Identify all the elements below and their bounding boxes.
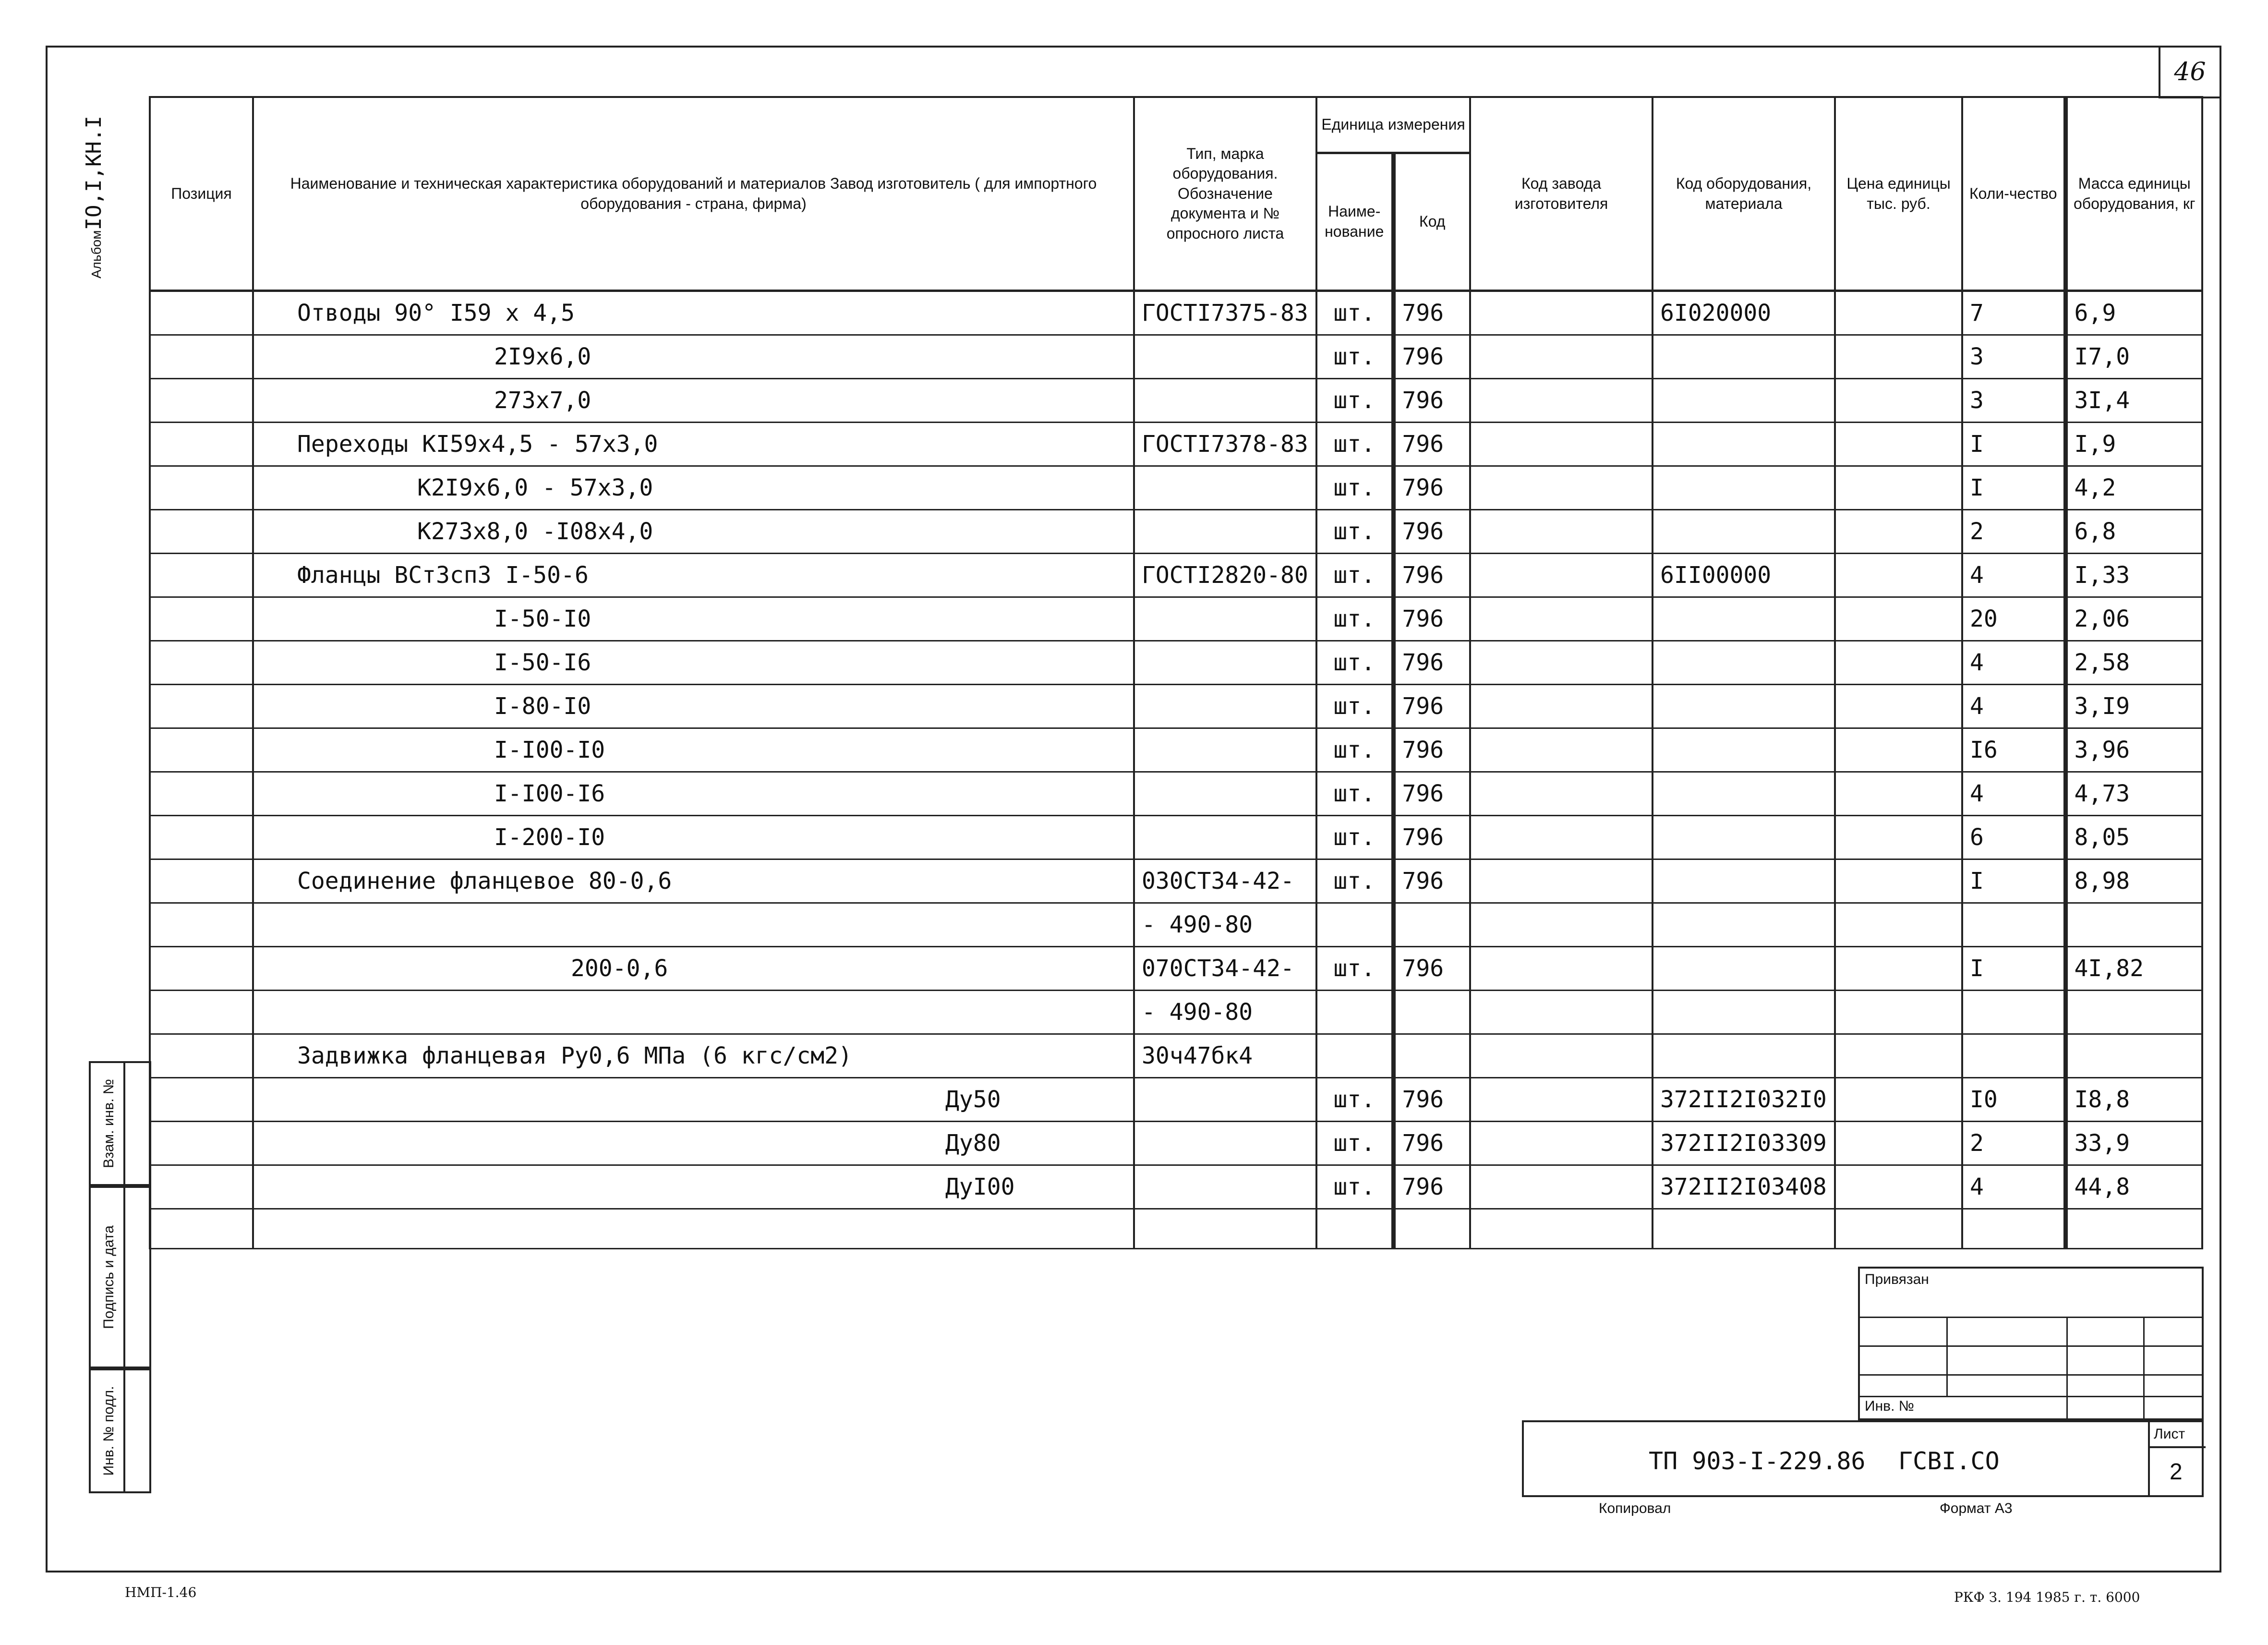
cell-factory [1470,1078,1653,1122]
table-row [150,1122,2202,1165]
header-position: Позиция [150,97,253,291]
cell-type [1134,772,1316,816]
header-equipment-code: Код оборудования, материала [1653,97,1835,291]
cell-mass [2065,991,2202,1034]
cell-qty: 4 [1962,1165,2065,1209]
cell-equip [1653,597,1835,641]
cell-position [150,903,253,947]
cell-equip [1653,423,1835,466]
cell-unit: шт. [1316,597,1393,641]
table-row [150,641,2202,685]
cell-code: 796 [1393,1165,1470,1209]
cell-qty [1962,991,2065,1034]
cell-factory [1470,335,1653,379]
cell-blank [1316,1209,1393,1249]
cell-price [1835,772,1962,816]
cell-price [1835,466,1962,510]
cell-type [1134,1078,1316,1122]
cell-type [1134,728,1316,772]
cell-factory [1470,772,1653,816]
cell-blank [150,1209,253,1249]
page-number: 46 [2159,46,2221,98]
cell-equip [1653,772,1835,816]
table-row [150,903,2202,947]
cell-qty: 2 [1962,1122,2065,1165]
cell-position [150,510,253,554]
cell-equip [1653,641,1835,685]
cell-name: Ду80 [253,1122,1134,1165]
cell-code: 796 [1393,685,1470,728]
cell-mass: 3,I9 [2065,685,2202,728]
cell-price [1835,641,1962,685]
inv-no-label: Инв. № [1865,1398,1914,1414]
table-body [150,291,2202,1249]
cell-name: К2I9x6,0 - 57x3,0 [253,466,1134,510]
cell-blank [1835,1209,1962,1249]
header-quantity: Коли-чество [1962,97,2065,291]
header-price: Цена единицы тыс. руб. [1835,97,1962,291]
cell-code: 796 [1393,728,1470,772]
cell-factory [1470,379,1653,423]
cell-name: 273x7,0 [253,379,1134,423]
cell-qty: 4 [1962,685,2065,728]
cell-code: 796 [1393,641,1470,685]
table-row [150,1078,2202,1122]
cell-mass: I7,0 [2065,335,2202,379]
cell-factory [1470,991,1653,1034]
cell-position [150,1034,253,1078]
table-row [150,685,2202,728]
cell-position [150,685,253,728]
table-row [150,728,2202,772]
cell-name: ДуI00 [253,1165,1134,1209]
cell-mass: I8,8 [2065,1078,2202,1122]
cell-qty: I0 [1962,1078,2065,1122]
cell-blank [1470,1209,1653,1249]
cell-price [1835,510,1962,554]
cell-position [150,379,253,423]
table-row [150,423,2202,466]
cell-position [150,1165,253,1209]
table-row-blank [150,1209,2202,1249]
cell-mass: 3,96 [2065,728,2202,772]
cell-code: 796 [1393,1078,1470,1122]
cell-type: - 490-80 [1134,903,1316,947]
copied-label: Копировал [1599,1500,1671,1516]
cell-mass: 4,2 [2065,466,2202,510]
cell-equip [1653,947,1835,991]
cell-factory [1470,291,1653,335]
cell-unit: шт. [1316,335,1393,379]
cell-unit: шт. [1316,466,1393,510]
cell-equip [1653,991,1835,1034]
header-unit: Единица измерения [1316,97,1470,153]
cell-equip [1653,816,1835,859]
cell-factory [1470,1165,1653,1209]
cell-factory [1470,1034,1653,1078]
side-stamp-sign: Подпись и дата [89,1186,151,1368]
cell-type [1134,641,1316,685]
cell-type [1134,510,1316,554]
cell-position [150,1122,253,1165]
cell-mass: 44,8 [2065,1165,2202,1209]
cell-code: 796 [1393,423,1470,466]
cell-name: Задвижка фланцевая Ру0,6 МПа (6 кгс/см2) [253,1034,1134,1078]
cell-price [1835,816,1962,859]
cell-qty: 4 [1962,641,2065,685]
cell-code: 796 [1393,947,1470,991]
cell-qty: I [1962,947,2065,991]
cell-position [150,466,253,510]
cell-mass: 6,9 [2065,291,2202,335]
cell-equip [1653,1034,1835,1078]
cell-mass: 3I,4 [2065,379,2202,423]
table-row [150,466,2202,510]
cell-equip [1653,335,1835,379]
cell-unit: шт. [1316,859,1393,903]
cell-unit: шт. [1316,1122,1393,1165]
cell-blank [1393,1209,1470,1249]
cell-mass: 4,73 [2065,772,2202,816]
cell-factory [1470,1122,1653,1165]
side-stamp-vzam: Взам. инв. № [89,1061,151,1186]
cell-name: I-80-I0 [253,685,1134,728]
cell-equip [1653,903,1835,947]
cell-type: 030СТ34-42- [1134,859,1316,903]
table-row [150,859,2202,903]
cell-equip: 372II2I03309 [1653,1122,1835,1165]
cell-name: I-I00-I6 [253,772,1134,816]
cell-name: I-50-I6 [253,641,1134,685]
format-label: Формат А3 [1940,1500,2013,1516]
cell-qty: 4 [1962,554,2065,597]
cell-name: Переходы КI59x4,5 - 57x3,0 [253,423,1134,466]
cell-type [1134,1122,1316,1165]
cell-equip [1653,685,1835,728]
cell-position [150,335,253,379]
table-row [150,772,2202,816]
cell-qty: 3 [1962,379,2065,423]
privyazan-box [1858,1267,2204,1420]
cell-blank [1962,1209,2065,1249]
cell-unit: шт. [1316,291,1393,335]
cell-name: I-50-I0 [253,597,1134,641]
cell-code: 796 [1393,554,1470,597]
table-row [150,510,2202,554]
cell-mass: 6,8 [2065,510,2202,554]
cell-price [1835,554,1962,597]
cell-factory [1470,816,1653,859]
header-factory-code: Код завода изготовителя [1470,97,1653,291]
cell-type [1134,685,1316,728]
table-row [150,947,2202,991]
cell-factory [1470,597,1653,641]
cell-equip: 372II2I032I0 [1653,1078,1835,1122]
cell-type: ГОСТI7375-83 [1134,291,1316,335]
cell-equip: 6II00000 [1653,554,1835,597]
cell-qty: I6 [1962,728,2065,772]
table-row [150,379,2202,423]
cell-code [1393,903,1470,947]
cell-equip [1653,379,1835,423]
cell-price [1835,685,1962,728]
cell-position [150,728,253,772]
table-row [150,1034,2202,1078]
specification-table [149,96,2203,1249]
cell-unit: шт. [1316,379,1393,423]
cell-name: Ду50 [253,1078,1134,1122]
cell-name: 200-0,6 [253,947,1134,991]
cell-mass: 33,9 [2065,1122,2202,1165]
cell-price [1835,1165,1962,1209]
cell-code: 796 [1393,816,1470,859]
cell-qty: 6 [1962,816,2065,859]
cell-qty [1962,903,2065,947]
footer-left: НМП-1.46 [125,1585,197,1600]
cell-position [150,1078,253,1122]
sheet-number: 2 [2170,1459,2183,1485]
cell-price [1835,859,1962,903]
cell-blank [2065,1209,2202,1249]
cell-mass [2065,1034,2202,1078]
designation: ТП 903-I-229.86 [1649,1447,1866,1475]
cell-type [1134,466,1316,510]
cell-qty: 7 [1962,291,2065,335]
cell-type: ГОСТI2820-80 [1134,554,1316,597]
table-row [150,1165,2202,1209]
cell-name [253,991,1134,1034]
cell-position [150,859,253,903]
cell-price [1835,1122,1962,1165]
cell-factory [1470,685,1653,728]
cell-price [1835,423,1962,466]
cell-type: - 490-80 [1134,991,1316,1034]
cell-unit: шт. [1316,510,1393,554]
cell-unit: шт. [1316,947,1393,991]
cell-type [1134,335,1316,379]
cell-unit [1316,1034,1393,1078]
cell-qty [1962,1034,2065,1078]
cell-position [150,772,253,816]
cell-price [1835,991,1962,1034]
cell-equip [1653,510,1835,554]
cell-position [150,947,253,991]
cell-unit: шт. [1316,816,1393,859]
cell-qty: 3 [1962,335,2065,379]
cell-code: 796 [1393,291,1470,335]
cell-code: 796 [1393,510,1470,554]
cell-price [1835,903,1962,947]
table-row [150,335,2202,379]
cell-equip [1653,859,1835,903]
cell-position [150,554,253,597]
cell-code: 796 [1393,859,1470,903]
cell-price [1835,379,1962,423]
cell-code: 796 [1393,772,1470,816]
cell-equip: 6I020000 [1653,291,1835,335]
cell-factory [1470,554,1653,597]
cell-qty: 2 [1962,510,2065,554]
cell-qty: 20 [1962,597,2065,641]
cell-name: I-200-I0 [253,816,1134,859]
mark: ГСВI.СО [1898,1447,2000,1475]
sheet-label: Лист [2154,1426,2185,1442]
cell-qty: 4 [1962,772,2065,816]
cell-unit: шт. [1316,641,1393,685]
privyazan-label: Привязан [1865,1271,1929,1287]
cell-price [1835,291,1962,335]
cell-type: 070СТ34-42- [1134,947,1316,991]
cell-mass: 8,98 [2065,859,2202,903]
cell-mass: 8,05 [2065,816,2202,859]
cell-price [1835,728,1962,772]
table-row [150,597,2202,641]
header-unit-name: Наиме-нование [1316,153,1393,291]
cell-blank [1653,1209,1835,1249]
cell-factory [1470,859,1653,903]
header-mass: Масса единицы оборудования, кг [2065,97,2202,291]
cell-type: ГОСТI7378-83 [1134,423,1316,466]
cell-factory [1470,510,1653,554]
cell-name: I-I00-I0 [253,728,1134,772]
cell-type [1134,379,1316,423]
cell-price [1835,947,1962,991]
cell-code: 796 [1393,466,1470,510]
cell-qty: I [1962,859,2065,903]
cell-factory [1470,903,1653,947]
cell-position [150,423,253,466]
cell-mass [2065,903,2202,947]
cell-position [150,597,253,641]
cell-name [253,903,1134,947]
cell-factory [1470,423,1653,466]
cell-factory [1470,728,1653,772]
side-stamp-inv: Инв. № подл. [89,1368,151,1493]
cell-type [1134,597,1316,641]
cell-name: Соединение фланцевое 80-0,6 [253,859,1134,903]
cell-name: Отводы 90° I59 x 4,5 [253,291,1134,335]
table-row [150,816,2202,859]
table-row [150,991,2202,1034]
cell-position [150,291,253,335]
cell-type: 30ч47бк4 [1134,1034,1316,1078]
header-unit-code: Код [1393,153,1470,291]
cell-factory [1470,641,1653,685]
cell-price [1835,597,1962,641]
cell-equip [1653,728,1835,772]
cell-qty: I [1962,466,2065,510]
cell-code [1393,1034,1470,1078]
album-label: АльбомIO,I,КН.I [82,116,106,278]
header-name: Наименование и техническая характеристика оборудований и материалов Завод изготовитель ( для импортного оборудования - страна, фирма) [253,97,1134,291]
table-row [150,291,2202,335]
cell-mass: 4I,82 [2065,947,2202,991]
cell-unit: шт. [1316,423,1393,466]
cell-factory [1470,947,1653,991]
cell-name: К273x8,0 -I08x4,0 [253,510,1134,554]
cell-mass: 2,06 [2065,597,2202,641]
cell-code: 796 [1393,335,1470,379]
cell-mass: I,33 [2065,554,2202,597]
cell-unit [1316,903,1393,947]
table-row [150,554,2202,597]
cell-equip [1653,466,1835,510]
cell-type [1134,816,1316,859]
cell-mass: I,9 [2065,423,2202,466]
cell-price [1835,1034,1962,1078]
cell-code: 796 [1393,1122,1470,1165]
cell-unit [1316,991,1393,1034]
title-block [1522,1420,2204,1497]
cell-unit: шт. [1316,554,1393,597]
cell-mass: 2,58 [2065,641,2202,685]
cell-unit: шт. [1316,685,1393,728]
cell-equip: 372II2I03408 [1653,1165,1835,1209]
cell-price [1835,335,1962,379]
cell-type [1134,1165,1316,1209]
cell-unit: шт. [1316,1165,1393,1209]
footer-right: РКФ З. 194 1985 г. т. 6000 [1954,1589,2140,1605]
cell-code: 796 [1393,597,1470,641]
cell-name: Фланцы ВСт3сп3 I-50-6 [253,554,1134,597]
cell-code [1393,991,1470,1034]
cell-position [150,641,253,685]
cell-name: 2I9x6,0 [253,335,1134,379]
cell-unit: шт. [1316,772,1393,816]
cell-qty: I [1962,423,2065,466]
cell-blank [1134,1209,1316,1249]
cell-factory [1470,466,1653,510]
header-type: Тип, марка оборудования. Обозначение документа и № опросного листа [1134,97,1316,291]
cell-price [1835,1078,1962,1122]
cell-position [150,816,253,859]
cell-unit: шт. [1316,728,1393,772]
cell-code: 796 [1393,379,1470,423]
cell-position [150,991,253,1034]
cell-unit: шт. [1316,1078,1393,1122]
cell-blank [253,1209,1134,1249]
